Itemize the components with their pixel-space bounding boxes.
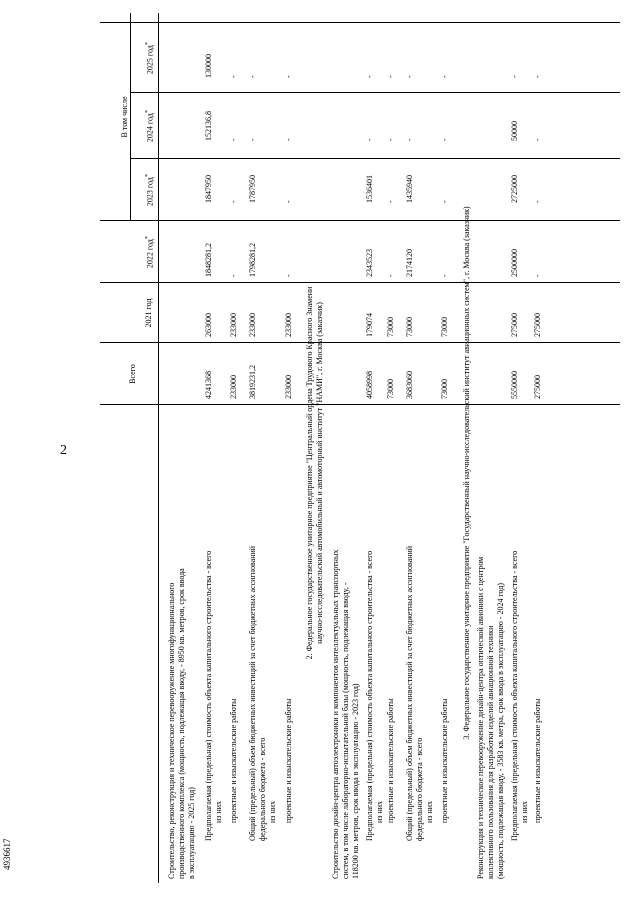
col-rule [100,220,620,221]
col-rule [100,342,620,343]
col-rule [130,158,620,159]
col-rule [130,92,620,93]
col-rule [100,404,620,405]
header-year-2025: 2025 год* [144,41,155,75]
header-year-2023: 2023 год* [144,173,155,207]
document-id: 4936617 [2,838,12,870]
header-incl-rule [130,13,131,221]
investment-table: Всего В том числе 2021 год 2022 год* 2023 год* 2024 год* 2025 год* Строительство, реконструкция и техническое перевооружение многофункционального производственного комплекса (мощность, подлежащая вводу, - 8950 кв. метров, срок ввода в эксплуатацию - 2025 год) Предполагаемая (предельная) стоимость объекта капитального строительства - всего 4241368 263000 1848281,2 1847950 152136,8 130000 из них проектные и изыскательские работы 233000 233000 - - - - Общий (предельный) объем бюджетных инвестиций за счет бюджетных ассигнований федерального бюджета - всего из них 3819231,2 233000 1798281,2 1787950 - - проектные и изыскательские работы 233000 233000 - - - - 2. Федеральное государственное унитарное предприятие "Центральный ордена Трудового Красного Знамени научно-исследовательский автомобильный и автомоторный институт "НАМИ", г. Москва (заказчик) Строительство дизайн-центра автоэлектроники и компонентов интеллектуальных транспортных систем, в том числе лабораторно-испытательной базы (мощность, подлежащая вводу, - 118200 кв. метров, срок ввода в эксплуатацию - 2023 год) Предполагаемая (предельная) стоимость объекта капитального строительства - всего 4058998 179074 2343523 1536401 - - из них проектные и изыскательские работы 73000 73000 - - - - Общий (предельный) объем бюджетных инвестиций за счет бюджетных ассигнований федерального бюджета - всего из них 3683060 73000 2174120 1435940 - - проектные и изыскательские работы 73000 73000 - - - - 3. Федеральное государственное унитарное предприятие "Государственный научно-исследовательский институт авиационных систем", г. Москва (заказчик) Реконструкция и техническое перевооружение дизайн-центра оптической авионики с центром коллективного пользования для разработки изделий авиационной техники (мощность, подлежащая вводу, - 3583 кв. метра, срок ввода в эксплуатацию - 2024 год) Предполагаемая (предельная) стоимость объекта капитального строительства - всего 5550000 275000 2500000 2725000 50000 - из них проектные и изыскательские работы 275000 275000 - - - - [100,13,620,883]
col-rule [100,22,620,23]
header-year-2022: 2022 год* [144,235,155,269]
col-rule [100,282,620,283]
page-number: 2 [60,443,67,458]
header-year-2024: 2024 год* [144,109,155,143]
header-year-2021: 2021 год [144,298,153,328]
header-incl: В том числе [120,96,129,138]
header-total: Всего [128,364,137,384]
header-bottom-rule [158,13,159,883]
